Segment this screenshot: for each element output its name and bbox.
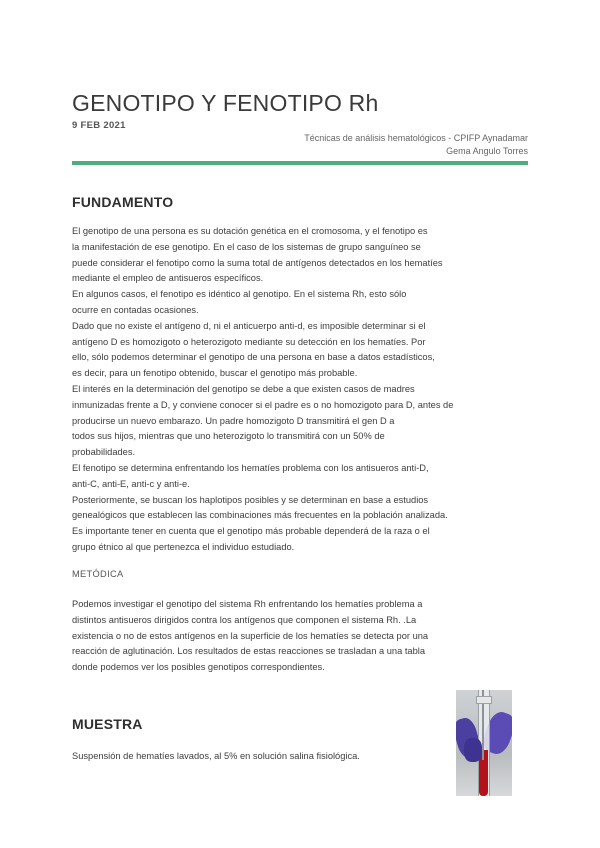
sample-tube-photo [456, 690, 512, 796]
paragraph-line: El genotipo de una persona es su dotación genética en el cromosoma, y el fenotipo es [72, 226, 428, 236]
paragraph-line: donde podemos ver los posibles genotipos correspondientes. [72, 662, 325, 673]
paragraph-line: inmunizadas frente a D, y conviene conocer si el padre es o no homozigoto para D, antes de [72, 399, 454, 410]
header-divider [72, 161, 528, 165]
section-subheading-metodica: METÓDICA [72, 569, 124, 579]
paragraph-line: grupo étnico al que pertenezca el individuo estudiado. [72, 541, 295, 552]
document-title: GENOTIPO Y FENOTIPO Rh [72, 90, 379, 116]
paragraph-line: reacción de aglutinación. Los resultados de estas reacciones se trasladan a una tabla [72, 646, 425, 657]
paragraph-line: Es importante tener en cuenta que el genotipo más probable dependerá de la raza o el [72, 526, 430, 537]
pipette-tip [476, 696, 492, 704]
glove-shape [464, 738, 482, 762]
document-meta [304, 132, 528, 158]
fundamento-body [72, 224, 532, 556]
metodica-body [72, 597, 532, 676]
paragraph-line: existencia o no de estos antígenos en la superficie de los hematíes se detecta por una [72, 630, 429, 641]
paragraph-line: la manifestación de ese genotipo. En el caso de los sistemas de grupo sanguíneo se [72, 241, 421, 252]
author-name: Gema Angulo Torres [446, 146, 528, 156]
paragraph-line: distintos antisueros dirigidos contra los antígenos que componen el sistema Rh. .La [72, 614, 417, 625]
paragraph-line: anti-C, anti-E, anti-c y anti-e. [72, 478, 190, 489]
paragraph-line: ocurre en contadas ocasiones. [72, 304, 199, 315]
paragraph-line: El interés en la determinación del genotipo se debe a que existen casos de madres [72, 383, 415, 394]
paragraph-line: puede considerar el fenotipo como la suma total de antígenos detectados en los hematíes [72, 257, 443, 268]
document-date: 9 FEB 2021 [72, 120, 126, 131]
paragraph-line: Dado que no existe el antígeno d, ni el anticuerpo anti-d, es imposible determinar si el [72, 320, 426, 331]
paragraph-line: producirse un nuevo embarazo. Un padre homozigoto D transmitirá el gen D a [72, 415, 395, 426]
course-name: Técnicas de análisis hematológicos - CPIFP Aynadamar [304, 133, 528, 143]
paragraph-line: todos sus hijos, mientras que uno heterozigoto lo transmitirá con un 50% de [72, 431, 385, 442]
paragraph-line: mediante el empleo de antisueros específicos. [72, 273, 264, 284]
section-heading-muestra: MUESTRA [72, 716, 143, 732]
section-heading-fundamento: FUNDAMENTO [72, 194, 174, 210]
paragraph-line: El fenotipo se determina enfrentando los hematíes problema con los antisueros anti-D, [72, 462, 429, 473]
paragraph-line: antígeno D es homozigoto o heterozigoto mediante su detección en los hematíes. Por [72, 336, 426, 347]
paragraph-line: probabilidades. [72, 447, 136, 458]
paragraph-line: En algunos casos, el fenotipo es idéntico al genotipo. En el sistema Rh, esto sólo [72, 289, 407, 300]
paragraph-line: genealógicos que establecen las combinaciones más frecuentes en la población analizada. [72, 510, 448, 521]
muestra-body: Suspensión de hematíes lavados, al 5% en solución salina fisiológica. [72, 751, 360, 761]
paragraph-line: es decir, para un fenotipo obtenido, buscar el genotipo más probable. [72, 368, 358, 379]
paragraph-line: ello, sólo podemos determinar el genotipo de una persona en base a datos estadísticos, [72, 352, 435, 363]
paragraph-line: Posteriormente, se buscan los haplotipos posibles y se determinan en base a estudios [72, 494, 429, 505]
paragraph-line: Podemos investigar el genotipo del sistema Rh enfrentando los hematíes problema a [72, 599, 423, 609]
